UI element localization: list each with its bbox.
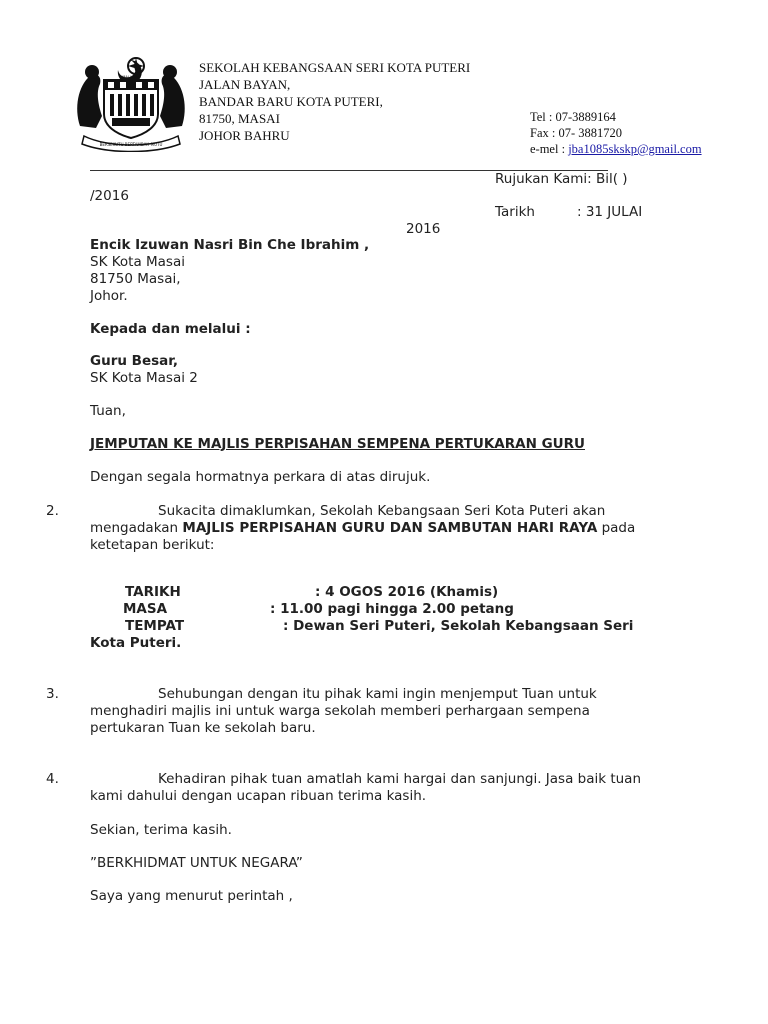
contact-info [530,109,702,157]
email-label: e-mel : [530,142,569,156]
recipient-block [90,237,369,305]
coat-of-arms-logo [72,56,190,152]
reference-year: /2016 [90,188,129,204]
recipient-line: Johor. [90,288,128,304]
closing-motto: ”BERKHIDMAT UNTUK NEGARA” [90,855,303,871]
detail-tempat-label: TEMPAT [125,618,185,634]
recipient-line: 81750 Masai, [90,271,181,287]
para-number: 4. [46,771,59,787]
fax-number: Fax : 07- 3881720 [530,126,623,140]
reference-number: Rujukan Kami: Bil( ) [495,171,628,187]
closing-signoff: Saya yang menurut perintah , [90,888,293,904]
detail-tarikh-label: TARIKH [125,584,181,600]
recipient-line: SK Kota Masai [90,254,185,270]
para-text: pada [597,520,636,536]
para-line: Sehubungan dengan itu pihak kami ingin menjemput Tuan untuk [158,686,597,702]
recipient-name: Encik Izuwan Nasri Bin Che Ibrahim , [90,237,370,253]
para-line: ketetapan berikut: [90,537,215,553]
para-line: pertukaran Tuan ke sekolah baru. [90,720,316,736]
detail-tempat-cont: Kota Puteri. [90,635,182,651]
para-number: 2. [46,503,59,519]
para-line [90,520,635,537]
address-line: JALAN BAYAN, [199,77,291,92]
para-line: menghadiri majlis ini untuk warga sekolah memberi perhargaan sempena [90,703,590,719]
svg-text:MALAYSIA: MALAYSIA [122,75,140,79]
address-line: BANDAR BARU KOTA PUTERI, [199,94,383,109]
address-line: SEKOLAH KEBANGSAAN SERI KOTA PUTERI [199,60,471,75]
letter-subject: JEMPUTAN KE MAJLIS PERPISAHAN SEMPENA PERTUKARAN GURU [90,436,585,452]
salutation: Tuan, [90,403,126,419]
paragraph-3 [90,686,597,737]
through-school: SK Kota Masai 2 [90,370,198,386]
address-line: JOHOR BAHRU [199,128,290,143]
paragraph-2 [90,503,635,554]
paragraph-4 [90,771,641,805]
email-link[interactable]: jba1085skskp@gmail.com [568,142,702,156]
event-name: MAJLIS PERPISAHAN GURU DAN SAMBUTAN HARI RAYA [182,520,598,536]
closing-thanks: Sekian, terima kasih. [90,822,232,838]
para-text: mengadakan [90,520,183,536]
email-row [530,141,702,157]
detail-masa-value: : 11.00 pagi hingga 2.00 petang [270,601,514,617]
detail-tarikh-value: : 4 OGOS 2016 (Khamis) [315,584,499,600]
para-line: Sukacita dimaklumkan, Sekolah Kebangsaan Seri Kota Puteri akan [158,503,606,519]
opening-line: Dengan segala hormatnya perkara di atas dirujuk. [90,469,431,485]
through-name: Guru Besar, [90,353,179,369]
tel-number: Tel : 07-3889164 [530,110,616,124]
para-line: kami dahului dengan ucapan ribuan terima kasih. [90,788,427,804]
through-block [90,353,198,387]
para-number: 3. [46,686,59,702]
address-line: 81750, MASAI [199,111,280,126]
detail-tempat-value: : Dewan Seri Puteri, Sekolah Kebangsaan Seri [283,618,634,634]
detail-masa-label: MASA [123,601,168,617]
through-heading: Kepada dan melalui : [90,321,251,337]
date-label: Tarikh [495,204,535,220]
svg-text:BERSEKUTU BERTAMBAH MUTU: BERSEKUTU BERTAMBAH MUTU [99,142,163,147]
date-value: : 31 JULAI [577,204,643,220]
para-line: Kehadiran pihak tuan amatlah kami hargai dan sanjungi. Jasa baik tuan [158,771,642,787]
school-address [199,59,470,144]
date-year: 2016 [406,221,441,237]
